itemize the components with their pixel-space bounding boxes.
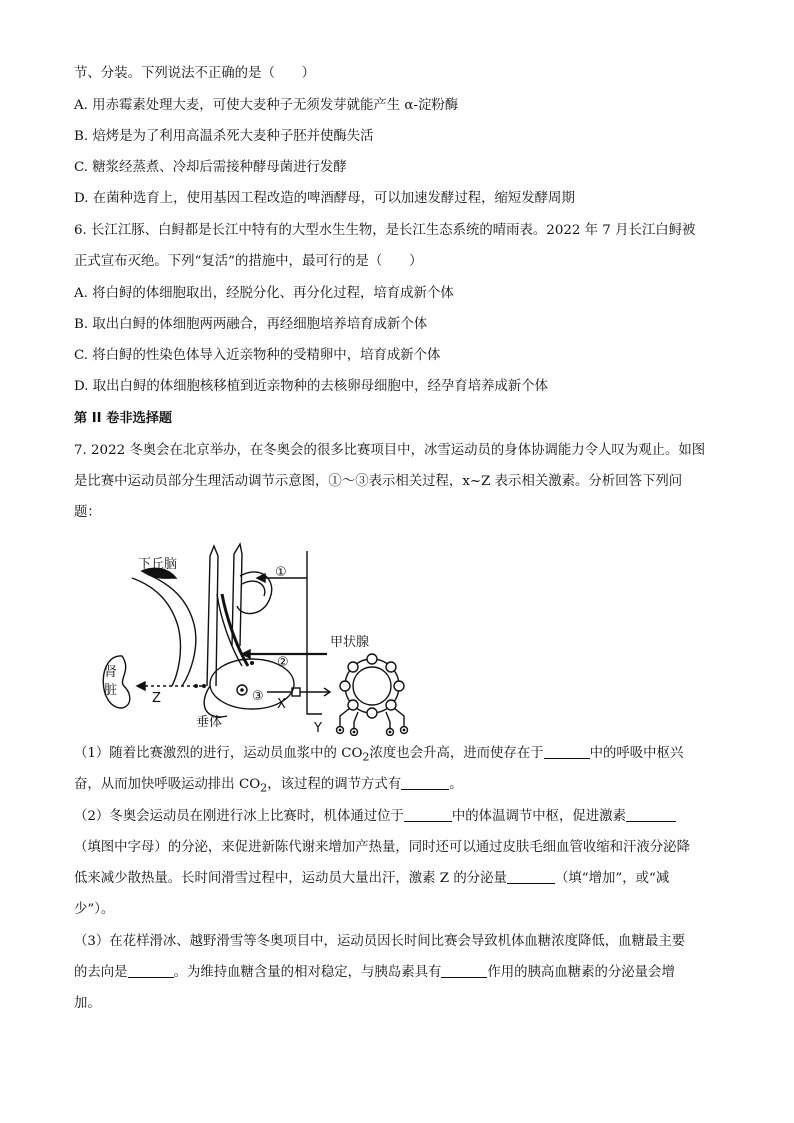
q7-intro-line1: 7. 2022 冬奥会在北京举办，在冬奥会的很多比赛项目中，冰雪运动员的身体协调能力令人叹为观止。如图 (74, 443, 706, 458)
q6-option-b: B. 取出白鲟的体细胞两两融合，再经细胞培养培育成新个体 (74, 317, 428, 332)
label-hypothalamus: 下丘脑 (138, 557, 178, 572)
label-thyroid: 甲状腺 (330, 635, 370, 650)
answer-blank-4[interactable] (626, 807, 676, 822)
label-kidney-2: 脏 (104, 683, 118, 698)
label-hormone-z: Z (152, 691, 161, 706)
q7-part2-line2: （填图中字母）的分泌，来促进新陈代谢来增加产热量，同时还可以通过皮肤毛细血管收缩和汗液分泌降 (74, 840, 690, 855)
answer-blank-2[interactable] (401, 775, 449, 790)
q6-option-a: A. 将白鲟的体细胞取出，经脱分化、再分化过程，培育成新个体 (74, 286, 454, 301)
q6-stem-line1: 6. 长江江豚、白鲟都是长江中特有的大型水生生物，是长江生态系统的晴雨表。2022 年 7 月长江白鲟被 (74, 223, 696, 238)
q7-part2-line1: （2）冬奥会运动员在刚进行冰上比赛时，机体通过位于 中的体温调节中枢，促进激素 (74, 807, 724, 827)
section-title: 第 II 卷非选择题 (74, 411, 173, 426)
q5-stem-tail: 节、分装。下列说法不正确的是（ ） (74, 66, 316, 81)
label-hormone-y: Y (314, 721, 322, 736)
answer-blank-5[interactable] (507, 869, 555, 884)
q7-part3-line3: 加。 (74, 996, 101, 1011)
q6-stem-line2: 正式宣布灭绝。下列“复活”的措施中，最可行的是（ ） (74, 254, 423, 269)
q7-part3-line1: （3）在花样滑冰、越野滑雪等冬奥项目中，运动员因长时间比赛会导致机体血糖浓度降低，血糖最主要 (74, 934, 686, 949)
answer-blank-3[interactable] (404, 807, 452, 822)
label-hormone-x: X (277, 697, 286, 712)
q7-intro-line2: 是比赛中运动员部分生理活动调节示意图，①～③表示相关过程，x~Z 表示相关激素。分析回答下列问 (74, 474, 683, 489)
q5-option-a: A. 用赤霉素处理大麦，可使大麦种子无须发芽就能产生 α-淀粉酶 (74, 98, 459, 113)
q7-part3-line2: 的去向是 。为维持血糖含量的相对稳定，与胰岛素具有 作用的胰高血糖素的分泌量会增 (74, 965, 675, 980)
q5-option-c: C. 糖浆经蒸煮、冷却后需接种酵母菌进行发酵 (74, 160, 347, 175)
regulation-diagram-svg (92, 536, 422, 736)
q7-part2-line4: 少”）。 (74, 902, 115, 917)
q5-option-d: D. 在菌种选育上，使用基因工程改造的啤酒酵母，可以加速发酵过程，缩短发酵周期 (74, 191, 575, 206)
answer-blank-7[interactable] (441, 963, 487, 978)
answer-blank-6[interactable] (128, 963, 174, 978)
label-process-2: ② (277, 655, 289, 670)
answer-blank-1[interactable] (544, 744, 590, 759)
q5-option-b: B. 焙烤是为了利用高温杀死大麦种子胚并使酶失活 (74, 129, 374, 144)
q6-option-d: D. 取出白鲟的体细胞核移植到近亲物种的去核卵母细胞中，经孕育培养成新个体 (74, 379, 549, 394)
q6-option-c: C. 将白鲟的性染色体导入近亲物种的受精卵中，培育成新个体 (74, 348, 441, 363)
q7-intro-line3: 题： (74, 505, 101, 520)
q7-part1-line1: （1）随着比赛激烈的进行，运动员血浆中的 $CO_2$浓度也会升高，进而使存在于 中的呼吸中枢兴 (74, 746, 684, 764)
label-process-3: ③ (252, 689, 264, 704)
q7-part1-line2: 奋，从而加快呼吸运动排出 $CO_2$，该过程的调节方式有 。 (74, 777, 463, 795)
label-pituitary: 垂体 (196, 715, 223, 730)
regulation-diagram (92, 536, 422, 736)
q7-part2-line3: 低来减少散热量。长时间滑雪过程中，运动员大量出汗，激素 Z 的分泌量 （填“增加”，或“减 (74, 871, 670, 886)
label-kidney-1: 肾 (104, 665, 118, 680)
label-process-1: ① (275, 565, 287, 580)
